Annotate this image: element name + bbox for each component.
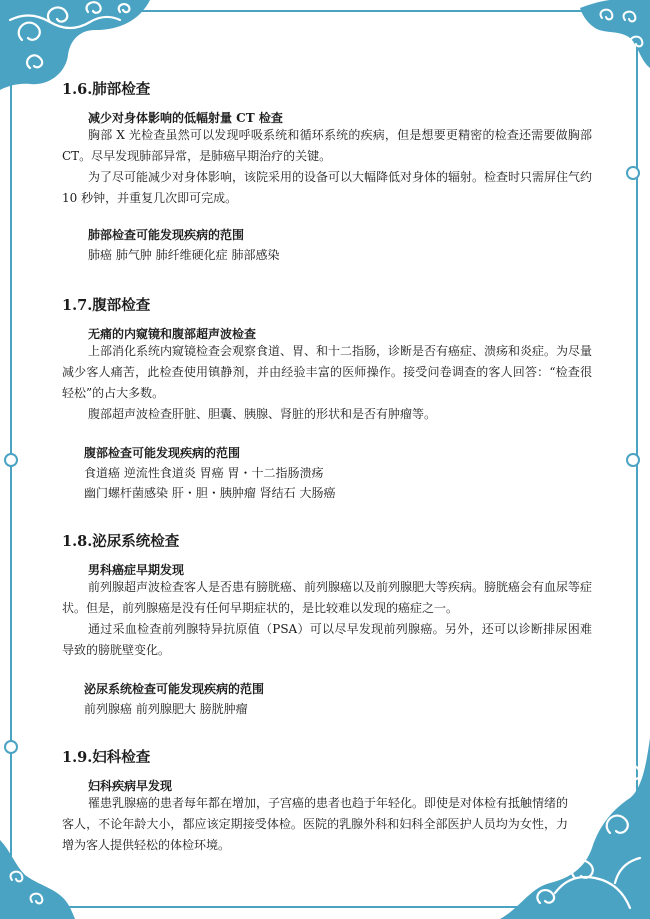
disease-range-heading: 泌尿系统检查可能发现疾病的范围 [84,682,265,696]
section-title: 1.6.肺部检查 [62,81,151,98]
disease-range-line: 食道癌 逆流性食道炎 胃癌 胃・十二指肠溃疡 [84,466,324,480]
disease-range-heading: 腹部检查可能发现疾病的范围 [84,446,241,460]
section-title: 1.9.妇科检查 [62,749,151,766]
paragraph: 上部消化系统内窥镜检查会观察食道、胃、和十二指肠，诊断是否有癌症、溃疡和炎症。为尽量减少客人痛苦，此检查使用镇静剂，并由经验丰富的医师操作。接受问卷调查的客人回答：“检查很轻松”的占大多数。 [62,344,593,400]
section-title: 1.8.泌尿系统检查 [62,533,180,550]
section-subheading: 男科癌症早期发现 [88,563,185,577]
disease-range-line: 前列腺癌 前列腺肥大 膀胱肿瘤 [84,702,248,716]
paragraph: 通过采血检查前列腺特异抗原值（PSA）可以尽早发现前列腺癌。另外，还可以诊断排尿困难导致的膀胱壁变化。 [62,622,592,657]
left-lower-ring-ornament [4,740,18,754]
right-border-ring-ornament [626,453,640,467]
section-subheading: 减少对身体影响的低幅射量 CT 检查 [88,111,283,125]
paragraph: 为了尽可能减少对身体影响，该院采用的设备可以大幅降低对身体的辐射。检查时只需屏住气约 10 秒钟，并重复几次即可完成。 [62,170,593,205]
section-subheading: 无痛的内窥镜和腹部超声波检查 [88,327,257,341]
top-right-swirl-ornament [580,0,650,70]
section-title: 1.7.腹部检查 [62,297,151,314]
section-subheading: 妇科疾病早发现 [88,779,173,793]
paragraph: 胸部 X 光检查虽然可以发现呼吸系统和循环系统的疾病，但是想要更精密的检查还需要做胸部 CT。尽早发现肺部异常，是肺癌早期治疗的关键。 [62,128,592,163]
disease-range-heading: 肺部检查可能发现疾病的范围 [88,228,245,242]
paragraph: 罹患乳腺癌的患者每年都在增加，子宫癌的患者也趋于年轻化。即使是对体检有抵触情绪的客人，不论年龄大小，都应该定期接受体检。医院的乳腺外科和妇科全部医护人员均为女性，力增为客人提供轻松的体检环境。 [62,796,569,852]
right-upper-ring-ornament [626,166,640,180]
left-border-ring-ornament [4,453,18,467]
paragraph: 前列腺超声波检查客人是否患有膀胱癌、前列腺癌以及前列腺肥大等疾病。膀胱癌会有血尿等症状。但是，前列腺癌是没有任何早期症状的，是比较难以发现的癌症之一。 [62,580,593,615]
top-left-swirl-ornament [0,0,160,90]
disease-range-line: 肺癌 肺气肿 肺纤维硬化症 肺部感染 [88,248,280,262]
paragraph: 腹部超声波检查肝脏、胆囊、胰腺、肾脏的形状和是否有肿瘤等。 [88,407,437,421]
disease-range-line: 幽门螺杆菌感染 肝・胆・胰肿瘤 肾结石 大肠癌 [84,486,336,500]
